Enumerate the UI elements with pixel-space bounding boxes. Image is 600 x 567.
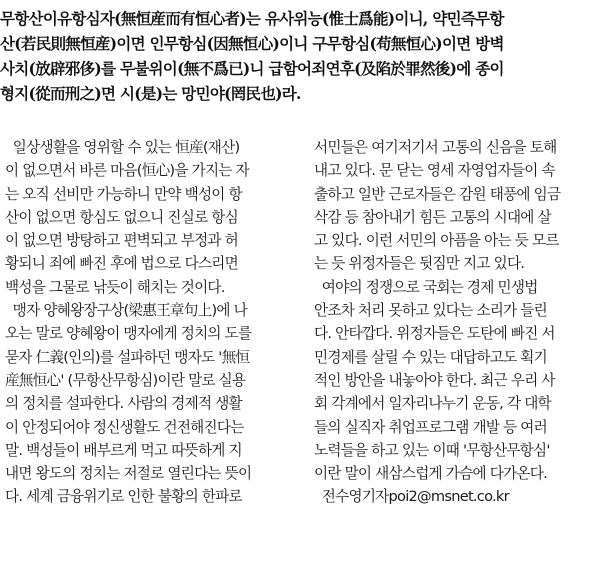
body-line: 황되니 죄에 빠진 후에 법으로 다스리면 bbox=[5, 255, 239, 273]
body-line: 서민들은 여기저기서 고통의 신음을 토해 bbox=[314, 139, 557, 156]
classical-quote bbox=[0, 6, 600, 106]
body-line: 이 없으면 방탕하고 편벽되고 부정과 허 bbox=[5, 232, 239, 250]
body-line: 다. 세계 금융위기로 인한 불황의 한파로 bbox=[5, 488, 242, 506]
body-line: 회 각계에서 일자리나누기 운동, 각 대학 bbox=[314, 395, 551, 413]
body-line: 이 안정되어야 정신생활도 건전해진다는 bbox=[5, 418, 244, 436]
body-line: 산이 없으면 항심도 없으니 진실로 항심 bbox=[5, 208, 239, 226]
quote-line: 산(若民則無恒産)이면 인무항심(因無恒心)이니 구무항심(苟無恒心)이면 방벽 bbox=[0, 34, 504, 53]
author-byline: 전수영기자poi2@msnet.co.kr bbox=[314, 488, 509, 506]
body-line: 는 듯 위정자들은 뒷짐만 지고 있다. bbox=[314, 255, 525, 273]
body-line: 출하고 일반 근로자들은 감원 태풍에 임금 bbox=[314, 185, 561, 203]
body-line: 오는 말로 양혜왕이 맹자에게 정치의 도를 bbox=[5, 325, 252, 343]
body-line: 일상생활을 영위할 수 있는 恒産(재산) bbox=[5, 139, 240, 156]
body-line: 다. 안타깝다. 위정자들은 도탄에 빠진 서 bbox=[314, 325, 555, 343]
quote-line: 형지(從而刑之)면 시(是)는 망민야(罔民也)라. bbox=[0, 84, 301, 103]
body-line: 노력들을 하고 있는 이때 '무항산무항심' bbox=[314, 441, 550, 459]
body-line: 내고 있다. 문 닫는 영세 자영업자들이 속 bbox=[314, 162, 555, 180]
body-line: 안조차 처리 못하고 있다는 소리가 들린 bbox=[314, 302, 548, 320]
body-line: 의 정치를 설파한다. 사람의 경제적 생활 bbox=[5, 395, 242, 413]
body-line: 내면 왕도의 정치는 저절로 열린다는 뜻이 bbox=[5, 465, 252, 483]
body-line: 여야의 정쟁으로 국회는 경제 민생법 bbox=[314, 278, 538, 296]
body-line: 백성을 그물로 낚듯이 해치는 것이다. bbox=[5, 278, 225, 296]
quote-line: 사치(放辟邪侈)를 무불위이(無不爲已)니 급함어죄연후(及陷於罪然後)에 종이 bbox=[0, 59, 504, 78]
body-line: 이 없으면서 바른 마음(恒心)을 가지는 자 bbox=[5, 162, 249, 180]
body-line: 말. 백성들이 배부르게 먹고 따뜻하게 지 bbox=[5, 441, 242, 459]
body-line: 적인 방안을 내놓아야 한다. 최근 우리 사 bbox=[314, 371, 555, 389]
body-line: 고 있다. 이런 서민의 아픔을 아는 듯 모르 bbox=[314, 232, 559, 250]
quote-line: 무항산이유항심자(無恒産而有恒心者)는 유사위능(惟士爲能)이니, 약민즉무항 bbox=[0, 9, 504, 28]
body-line: 이란 말이 새삼스럽게 가슴에 다가온다. bbox=[314, 465, 548, 483]
left-column bbox=[5, 136, 292, 509]
right-column bbox=[314, 136, 600, 509]
body-line: 맹자 양혜왕장구상(梁惠王章句上)에 나 bbox=[5, 302, 247, 320]
body-line: 産無恒心' (무항산무항심)이란 말로 실용 bbox=[5, 371, 246, 389]
body-line: 는 오직 선비만 가능하니 만약 백성이 항 bbox=[5, 185, 242, 203]
body-line: 삭감 등 참아내기 힘든 고통의 시대에 살 bbox=[314, 208, 551, 226]
body-line: 들의 실직자 취업프로그램 개발 등 여러 bbox=[314, 418, 548, 436]
body-line: 민경제를 살릴 수 있는 대답하고도 획기 bbox=[314, 348, 548, 366]
body-line: 묻자 仁義(인의)를 설파하던 맹자도 '無恒 bbox=[5, 348, 250, 366]
